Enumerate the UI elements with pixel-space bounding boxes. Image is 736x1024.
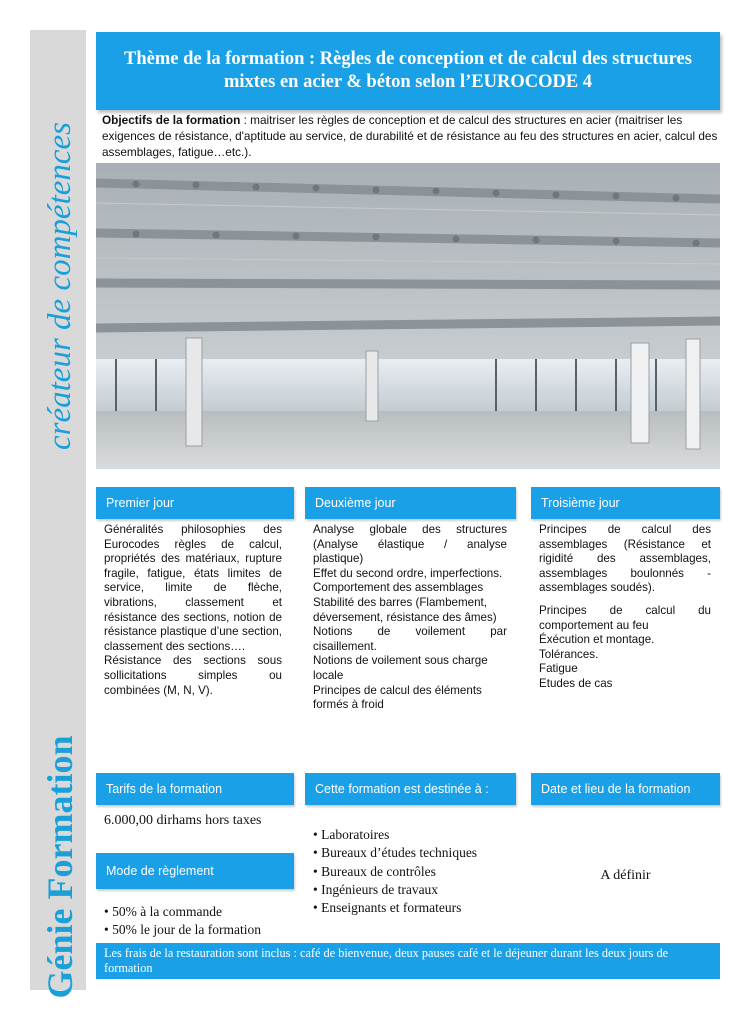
day-2-paragraph: Notions de voilement sous charge locale xyxy=(313,654,488,682)
day-3-label: Troisième jour xyxy=(531,487,720,519)
payment-label: Mode de règlement xyxy=(96,853,294,889)
side-band xyxy=(30,30,86,999)
day-1-content xyxy=(104,523,282,698)
brand-tagline: créateur de compétences xyxy=(42,121,78,450)
day-3-paragraph: Tolérances. xyxy=(539,647,599,661)
list-item: • Bureaux d’études techniques xyxy=(313,844,523,862)
day-1-label: Premier jour xyxy=(96,487,294,519)
building-interior-photo xyxy=(96,163,720,469)
day-3-paragraph: Éxécution et montage. xyxy=(539,633,655,647)
day-2-paragraph: Analyse globale des structures (Analyse élastique / analyse plastique) xyxy=(313,523,507,566)
objectives-paragraph xyxy=(102,112,720,160)
brand-name: Génie Formation xyxy=(40,735,80,999)
pricing-text: 6.000,00 dirhams hors taxes xyxy=(104,813,262,828)
page-title: Thème de la formation : Règles de conception et de calcul des structures mixtes en acier & béton selon l’EUROCODE 4 xyxy=(96,32,720,110)
date-place-text: A définir xyxy=(600,868,651,883)
day-2-content xyxy=(313,523,507,713)
day-3-content xyxy=(539,523,711,692)
payment-list xyxy=(104,903,294,940)
objectives-label: Objectifs de la formation xyxy=(102,113,241,127)
day-2-paragraph: Notions de voilement par cisaillement. xyxy=(313,625,507,653)
pricing-label: Tarifs de la formation xyxy=(96,773,294,805)
list-item: • Ingénieurs de travaux xyxy=(313,881,523,899)
objectives-text: : maitriser les règles de conception et de calcul des structures en acier (maitriser les exigences de résistance, d'aptitude au service, de durabilité et de résistance au feu des structures en acier, calcul des assemblages, fatigue…etc.). xyxy=(102,113,718,159)
day-2-paragraph: Effet du second ordre, imperfections. xyxy=(313,566,503,580)
day-3-paragraph: Principes de calcul du comportement au feu xyxy=(539,603,711,632)
day-3-paragraph: Fatigue xyxy=(539,662,578,676)
list-item: • Laboratoires xyxy=(313,826,523,844)
footer-note: Les frais de la restauration sont inclus : café de bienvenue, deux pauses café et le déjeuner durant les deux jours de formation xyxy=(96,943,720,979)
day-2-paragraph: Comportement des assemblages xyxy=(313,581,484,595)
day-3-paragraph: Principes de calcul des assemblages (Résistance et rigidité des assemblages, assemblages boulonnés - assemblages soudés). xyxy=(539,523,711,595)
list-item: • Enseignants et formateurs xyxy=(313,899,523,917)
date-place-label: Date et lieu de la formation xyxy=(531,773,720,805)
audience-list xyxy=(313,826,523,917)
day-2-label: Deuxième jour xyxy=(305,487,516,519)
day-1-paragraph: Résistance des sections sous sollicitations simples ou combinées (M, N, V). xyxy=(104,654,282,697)
list-item: • 50% à la commande xyxy=(104,903,294,921)
day-1-paragraph: Généralités philosophies des Eurocodes règles de calcul, propriétés des matériaux, rupture fragile, fatigue, états limites de service, limite de flèche, vibrations, classement et résistance des sections, notion de résistance plastique d’une section, classement des sections…. xyxy=(104,523,282,653)
audience-label: Cette formation est destinée à : xyxy=(305,773,516,805)
day-2-paragraph: Stabilité des barres (Flambement, déversement, résistance des âmes) xyxy=(313,595,497,624)
list-item: • Bureaux de contrôles xyxy=(313,863,523,881)
day-2-paragraph: Principes de calcul des éléments formés à froid xyxy=(313,683,482,712)
list-item: • 50% le jour de la formation xyxy=(104,921,294,939)
day-3-paragraph: Etudes de cas xyxy=(539,676,613,690)
